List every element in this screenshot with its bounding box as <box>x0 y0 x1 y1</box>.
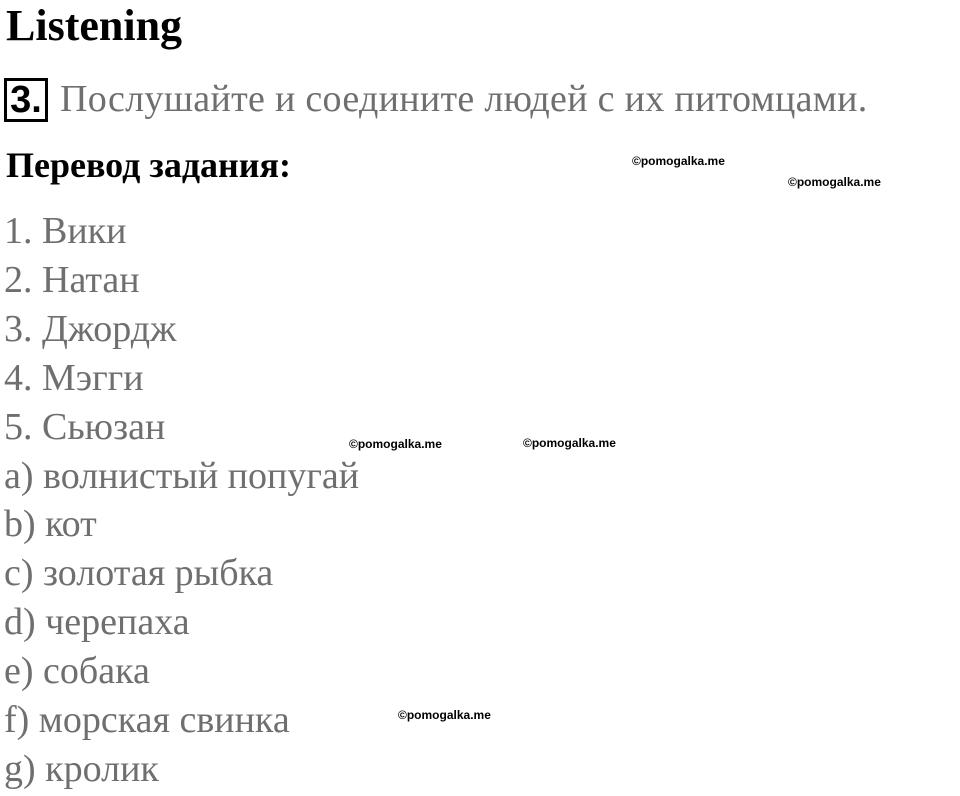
watermark: ©pomogalka.me <box>632 154 725 168</box>
translation-heading: Перевод задания: <box>6 145 291 185</box>
list-item: e) собака <box>4 650 150 693</box>
watermark: ©pomogalka.me <box>523 436 616 450</box>
translation-list <box>4 207 359 794</box>
list-item: 4. Мэгги <box>4 356 144 399</box>
list-item: 1. Вики <box>4 210 127 252</box>
watermark: ©pomogalka.me <box>349 437 442 451</box>
list-item: f) морская свинка <box>4 699 290 742</box>
list-item: d) черепаха <box>4 601 190 644</box>
list-item: 5. Сьюзан <box>4 405 166 448</box>
task-header <box>4 72 868 126</box>
task-number-badge: 3. <box>4 78 48 122</box>
list-item: c) золотая рыбка <box>4 552 274 595</box>
list-item: g) кролик <box>4 747 159 790</box>
watermark: ©pomogalka.me <box>398 708 491 722</box>
task-instruction: Послушайте и соедините людей с их питомцами. <box>60 78 868 120</box>
watermark: ©pomogalka.me <box>788 175 881 189</box>
list-item: a) волнистый попугай <box>4 454 360 497</box>
list-item: b) кот <box>4 503 97 546</box>
list-item: 2. Натан <box>4 258 140 301</box>
list-item: 3. Джордж <box>4 307 177 350</box>
page-title: Listening <box>6 1 183 50</box>
